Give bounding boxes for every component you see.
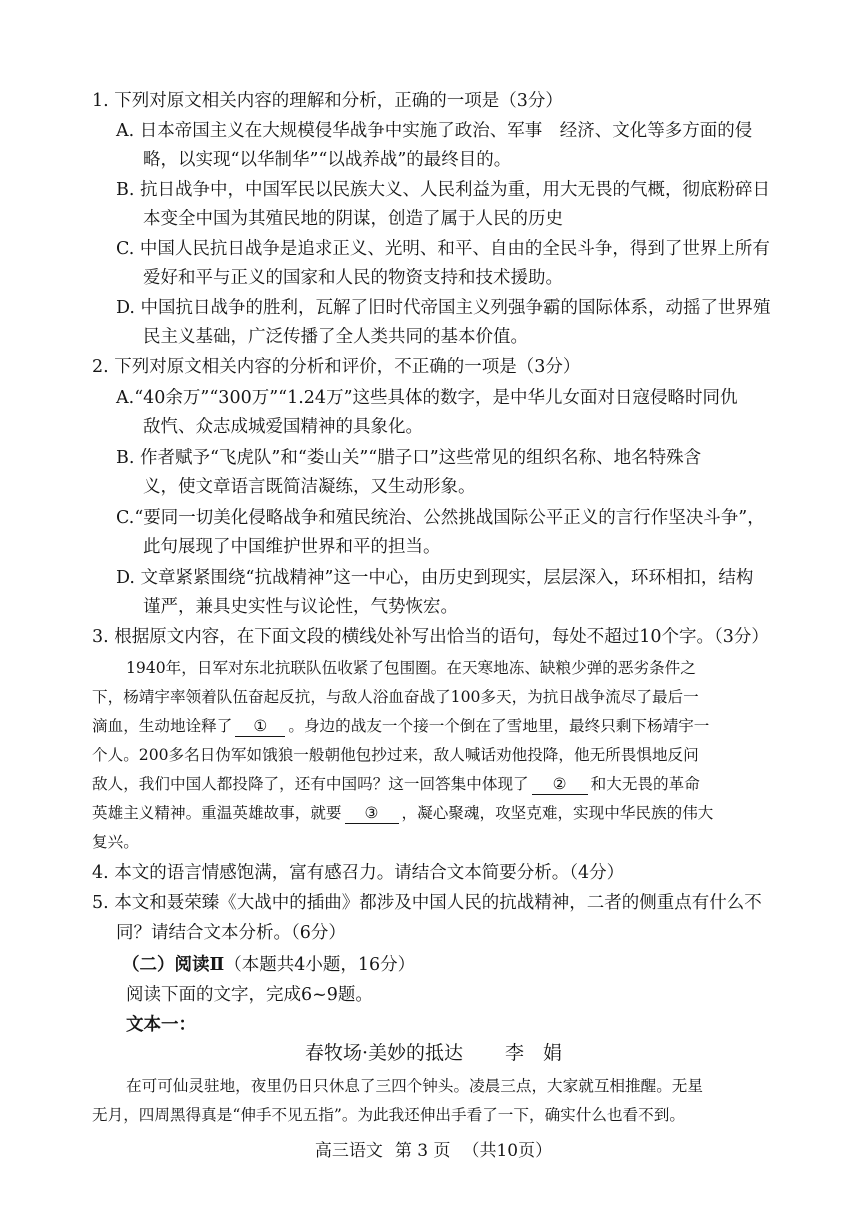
article-paragraph-line-1: 在可可仙灵驻地，夜里仍日只休息了三四个钟头。凌晨三点，大家就互相推醒。无星 [126, 1077, 703, 1095]
footer-page-number: 第 3 页 [394, 1141, 451, 1161]
answer-blank-1[interactable]: ① [235, 716, 285, 737]
q3-passage-text: ，凝心聚魂，攻坚克难，实现中华民族的伟大 [401, 804, 714, 822]
q5-stem: 5. 本文和聂荣臻《大战中的插曲》都涉及中国人民的抗战精神，二者的侧重点有什么不 [92, 893, 762, 913]
q2-option-a: A.“40余万”“300万”“1.24万”这些具体的数字，是中华儿女面对日寇侵略时同仇 [116, 388, 738, 408]
q1-option-a: A. 日本帝国主义在大规模侵华战争中实施了政治、军事 经济、文化等多方面的侵 [116, 121, 753, 141]
q2-option-b-cont: 义，使文章语言既简洁凝练，又生动形象。 [143, 477, 476, 497]
q3-passage-text: 和大无畏的革命 [590, 775, 700, 793]
q1-option-c: C. 中国人民抗日战争是追求正义、光明、和平、自由的全民斗争，得到了世界上所有 [116, 239, 770, 259]
article-paragraph-line-2: 无月，四周黑得真是“伸手不见五指”。为此我还伸出手看了一下，确实什么也看不到。 [92, 1106, 685, 1124]
answer-blank-2[interactable]: ② [532, 774, 588, 795]
q3-passage-line-3 [92, 714, 709, 738]
article-author: 李 娟 [505, 1042, 563, 1064]
q3-passage-line-2: 下，杨靖宇率领着队伍奋起反抗，与敌人浴血奋战了100多天，为抗日战争流尽了最后一 [92, 688, 699, 706]
q3-passage-text: 英雄主义精神。重温英雄故事，就要 [92, 804, 342, 822]
q2-option-c-cont: 此句展现了中国维护世界和平的担当。 [143, 537, 441, 557]
q3-passage-line-1: 1940年，日军对东北抗联队伍收紧了包围圈。在天寒地冻、缺粮少弹的恶劣条件之 [126, 659, 696, 677]
footer-total-pages: （共10页） [462, 1141, 553, 1161]
q2-option-b: B. 作者赋予“飞虎队”和“娄山关”“腊子口”这些常见的组织名称、地名特殊含 [116, 448, 702, 468]
q3-passage-text: 滴血，生动地诠释了 [92, 717, 233, 735]
article-title-line [0, 1040, 867, 1066]
q3-passage-text: 。身边的战友一个接一个倒在了雪地里，最终只剩下杨靖宇一 [288, 717, 710, 735]
text-one-label: 文本一： [126, 1015, 196, 1035]
footer-subject: 高三语文 [314, 1141, 383, 1161]
q1-option-b: B. 抗日战争中，中国军民以民族大义、人民利益为重，用大无畏的气概，彻底粉碎日 [116, 180, 770, 200]
q2-stem: 2. 下列对原文相关内容的分析和评价，不正确的一项是（3分） [92, 357, 581, 377]
q2-option-d-cont: 谨严，兼具史实性与议论性，气势恢宏。 [143, 597, 458, 617]
answer-blank-3[interactable]: ③ [345, 803, 399, 824]
q1-stem: 1. 下列对原文相关内容的理解和分析，正确的一项是（3分） [92, 91, 563, 111]
q1-option-d: D. 中国抗日战争的胜利，瓦解了旧时代帝国主义列强争霸的国际体系，动摇了世界殖 [116, 298, 771, 318]
section-heading-info: （本题共4小题，16分） [224, 955, 416, 975]
q3-passage-line-7: 复兴。 [92, 833, 139, 851]
q1-option-d-cont: 民主义基础，广泛传播了全人类共同的基本价值。 [143, 327, 528, 347]
q2-option-a-cont: 敌忾、众志成城爱国精神的具象化。 [143, 417, 423, 437]
q5-stem-cont: 同？请结合文本分析。（6分） [116, 923, 346, 943]
q3-passage-text: 敌人，我们中国人都投降了，还有中国吗？这一回答集中体现了 [92, 775, 529, 793]
page-footer [0, 1139, 867, 1163]
q3-passage-line-5 [92, 772, 700, 796]
section-heading [122, 953, 415, 977]
q3-passage-line-6 [92, 801, 713, 825]
q4-stem: 4. 本文的语言情感饱满，富有感召力。请结合文本简要分析。（4分） [92, 863, 625, 883]
q1-option-c-cont: 爱好和平与正义的国家和人民的物资支持和技术援助。 [143, 268, 563, 288]
q2-option-d: D. 文章紧紧围绕“抗战精神”这一中心，由历史到现实，层层深入，环环相扣，结构 [116, 568, 754, 588]
article-title: 春牧场·美妙的抵达 [304, 1042, 464, 1064]
q2-option-c: C.“要同一切美化侵略战争和殖民统治、公然挑战国际公平正义的言行作坚决斗争”， [116, 508, 765, 528]
section-heading-label: （二）阅读Ⅱ [122, 955, 225, 975]
q1-option-b-cont: 本变全中国为其殖民地的阴谋，创造了属于人民的历史 [143, 209, 563, 229]
section-instruction: 阅读下面的文字，完成6~9题。 [126, 985, 373, 1005]
q1-option-a-cont: 略，以实现“以华制华”“以战养战”的最终目的。 [143, 150, 512, 170]
q3-passage-line-4: 个人。200多名日伪军如饿狼一般朝他包抄过来，敌人喊话劝他投降，他无所畏惧地反问 [92, 746, 699, 764]
q3-stem: 3. 根据原文内容，在下面文段的横线处补写出恰当的语句，每处不超过10个字。（3分） [92, 627, 769, 647]
